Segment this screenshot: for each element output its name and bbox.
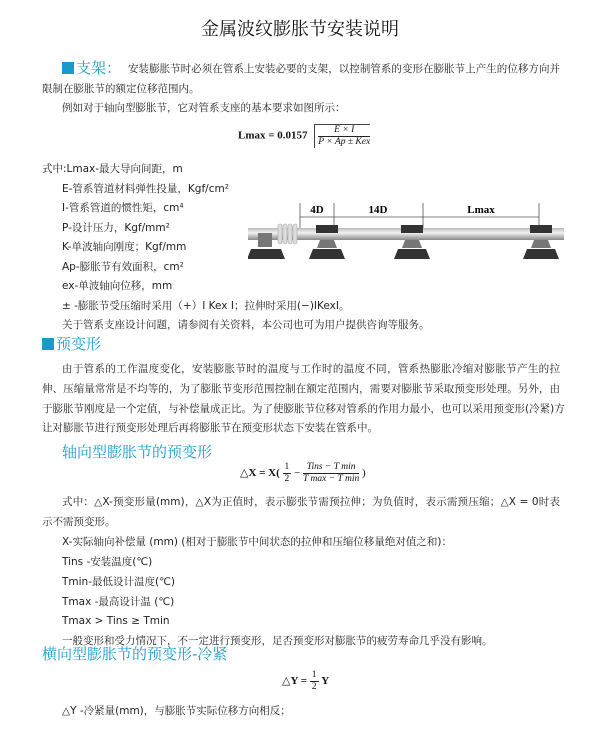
- support-spacing-diagram: [248, 195, 568, 275]
- support-line: 限制在膨胀节的额定位移范围内。: [42, 83, 200, 95]
- axial-line: 一般变形和受力情况下，不一定进行预变形，足否预变形对膨胀节的疲劳寿命几乎没有影响。: [62, 635, 493, 647]
- half-numerator: 1: [284, 462, 290, 472]
- label-14d: 14D: [368, 204, 388, 216]
- axial-heading: 轴向型膨胀节的预变形: [62, 443, 213, 461]
- support-section: [62, 58, 121, 78]
- formula-denominator: P × Ap ± Kex: [318, 137, 371, 147]
- formula-lhs: △Y =: [282, 675, 308, 688]
- lateral-line: △Y -冷紧量(mm)，与膨胀节实际位移方向相反；: [62, 705, 291, 717]
- predeform-line: 于膨胀节刚度是一个定值，与补偿量成正比。为了使膨胀节位移对管系的作用力最小，也可以采用预变形(冷紧)方: [42, 403, 565, 415]
- right-paren: ): [361, 467, 366, 480]
- minus-sign: −: [294, 467, 301, 480]
- support-base: [248, 249, 285, 259]
- axial-line: Tins -安装温度(℃): [62, 556, 153, 568]
- formula-lhs: △X = X(: [240, 467, 280, 480]
- support-heading-text: 支架：: [76, 59, 122, 77]
- formula-numerator: E × I: [318, 125, 370, 137]
- predeform-line: 伸、压缩量常常是不均等的，为了膨胀节变形范围控制在额定范围内，需要对膨胀节采取预变形处理。另外，由: [42, 383, 560, 395]
- axial-line: Tmax > Tins ≥ Tmin: [62, 615, 170, 627]
- anchor: [258, 233, 272, 247]
- axial-line: X-实际轴向补偿量 (mm) (相对于膨胀节中间状态的拉伸和压缩位移量绝对值之和)：: [62, 536, 452, 548]
- support-heading: [62, 59, 121, 77]
- formula-lhs: Lmax = 0.0157: [238, 129, 308, 142]
- support-line: 例如对于轴向型膨胀节，它对管系支座的基本要求如图所示：: [62, 102, 346, 114]
- support-line: 安装膨胀节时必须在管系上安装必要的支架，以控制管系的变形在膨胀节上产生的位移方向并: [128, 63, 560, 75]
- predeform-line: 让对膨胀节进行预变形处理后再将膨胀节在预变形状态下安装在管系中。: [42, 422, 378, 434]
- formula-numerator: 1: [311, 670, 317, 680]
- variable-item: ± -膨胀节受压缩时采用（+）I Kex I；拉伸时采用(−)IKexI。: [62, 300, 350, 312]
- variable-item: K-单波轴向刚度；Kgf/mm: [62, 241, 187, 253]
- predeform-heading: [42, 334, 101, 354]
- variable-item: Ap-膨胀节有效面积，cm²: [62, 261, 184, 273]
- formula-denominator: 2: [311, 682, 317, 692]
- axial-formula: [240, 462, 366, 485]
- lateral-heading: 横向型膨胀节的预变形-冷紧: [42, 645, 228, 663]
- half-denominator: 2: [284, 474, 290, 484]
- axial-line: 式中：△X-预变形量(mm)，△X为正值时，表示膨张节需预拉伸；为负值时，表示需预压缩；△X = 0时表: [62, 496, 560, 508]
- where-line: 式中:Lmax-最大导向间距，m: [42, 163, 183, 175]
- variable-item: 关于管系支座设计问题，请参阅有关资料，本公司也可为用户提供咨询等服务。: [62, 319, 430, 331]
- axial-line: 示不需预变形。: [42, 516, 116, 528]
- page-title: 金属波纹膨胀节安装说明: [201, 19, 399, 40]
- predeform-heading-text: 预变形: [56, 335, 102, 353]
- variable-item: I-管系管道的惯性矩，cm⁴: [62, 202, 184, 214]
- axial-line: Tmax -最高设计温 (℃): [62, 596, 175, 608]
- formula-denominator: T max − T min: [303, 474, 360, 484]
- variable-item: P-设计压力，Kgf/mm²: [62, 222, 170, 234]
- lateral-formula: [282, 670, 329, 693]
- formula-numerator: Tins − T min: [303, 462, 359, 474]
- predeform-line: 由于管系的工作温度变化，安装膨胀节时的温度与工作时的温度不同，管系热膨胀冷缩对膨胀节产生的拉: [62, 363, 560, 375]
- sqrt-sign: [314, 124, 370, 148]
- formula-rhs: Y: [321, 675, 330, 688]
- axial-line: Tmin-最低设计温度(℃): [62, 576, 175, 588]
- variable-item: ex-单波轴向位移，mm: [62, 280, 173, 292]
- label-lmax: Lmax: [467, 204, 495, 216]
- label-4d: 4D: [310, 204, 324, 216]
- square-bullet-icon: [42, 338, 54, 350]
- square-bullet-icon: [62, 62, 74, 74]
- lmax-formula: [238, 124, 370, 148]
- variable-item: E-管系管道材料弹性投量，Kgf/cm²: [62, 183, 229, 195]
